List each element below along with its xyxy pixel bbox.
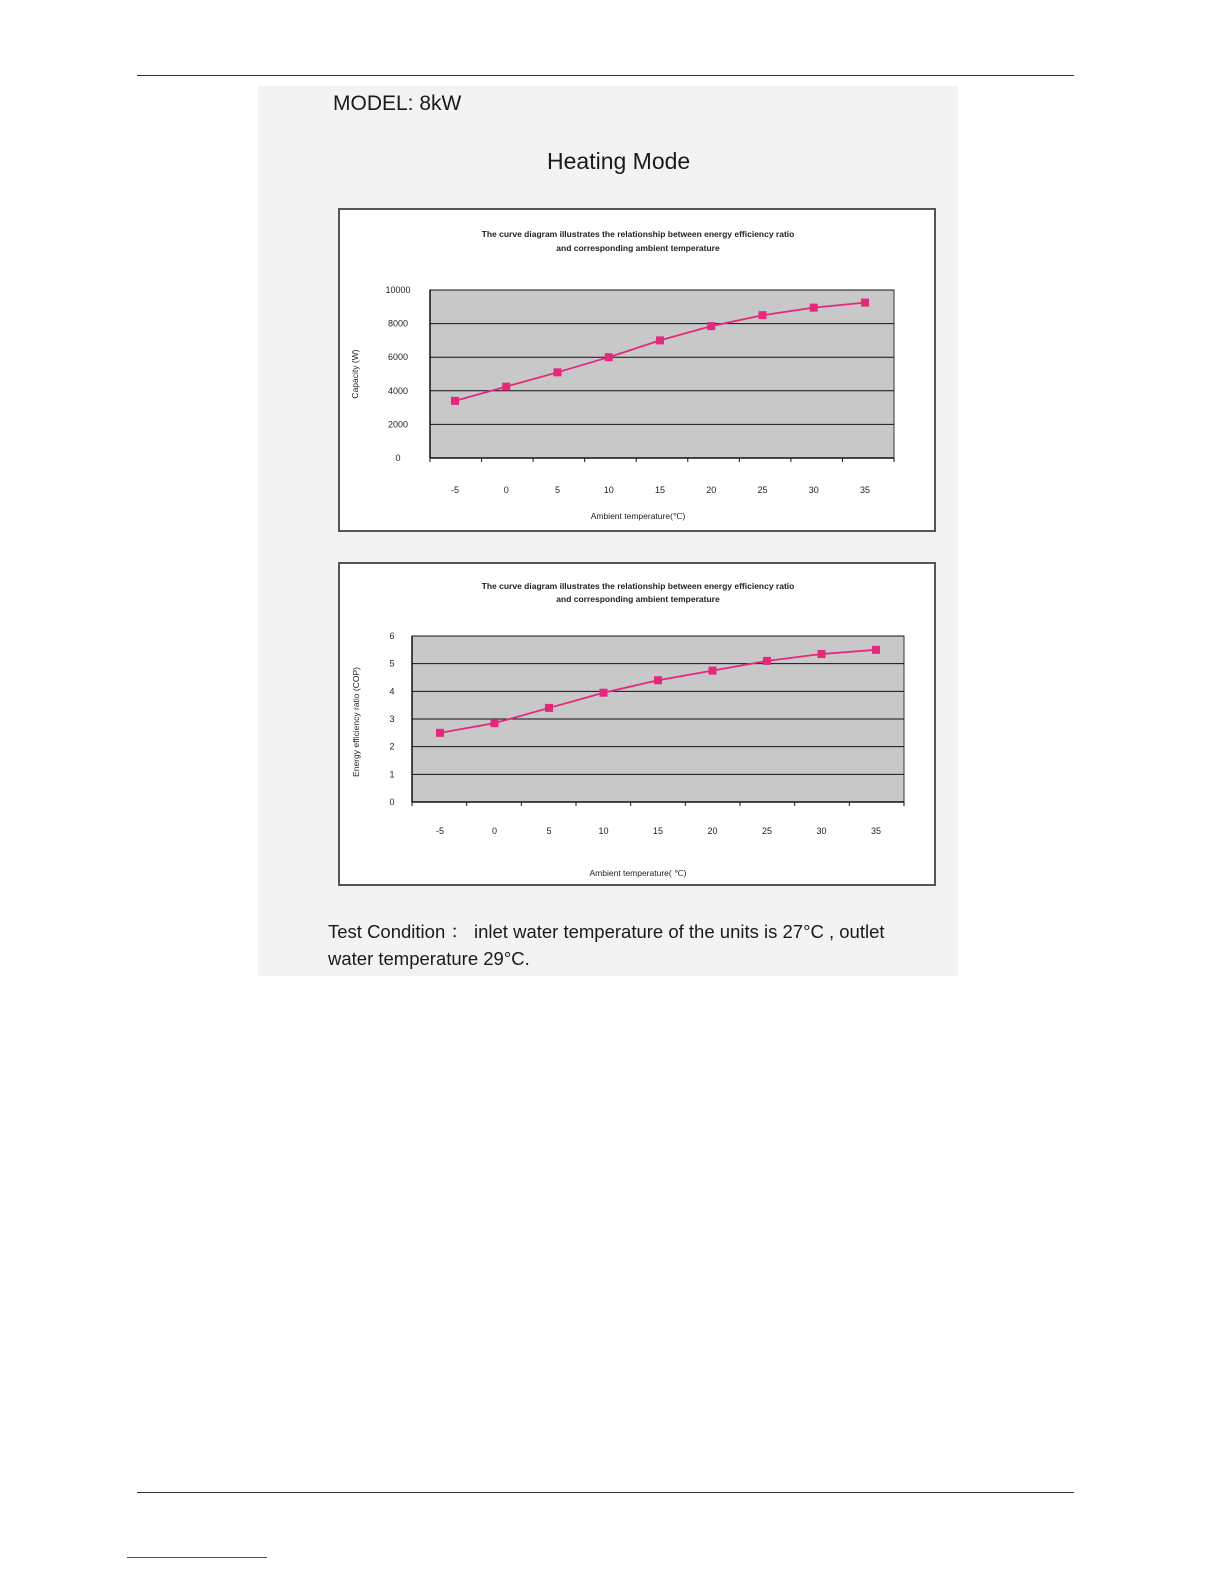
data-point	[656, 336, 664, 344]
x-tick-label: -5	[450, 485, 460, 495]
x-tick-label: 20	[706, 485, 717, 495]
x-tick-label: 15	[654, 485, 666, 495]
x-tick-label: 30	[808, 485, 819, 495]
x-tick-label: 0	[503, 485, 509, 495]
x-tick-label: 15	[652, 826, 664, 836]
y-tick-label: 4000	[387, 385, 409, 396]
x-tick-label: 25	[757, 485, 768, 495]
x-axis-label: Ambient temperature( ℃)	[589, 868, 687, 878]
chart-title-line-2: and corresponding ambient temperature	[556, 594, 720, 604]
data-point	[818, 650, 826, 658]
y-tick-label: 10000	[385, 285, 411, 295]
y-tick-label: 0	[395, 453, 401, 463]
data-point	[861, 299, 869, 307]
data-point	[759, 311, 767, 319]
x-tick-label: 5	[546, 826, 552, 836]
mode-title: Heating Mode	[547, 148, 691, 174]
model-label: MODEL: 8kW	[333, 92, 462, 115]
test-condition	[328, 918, 968, 972]
footer-rule	[137, 1492, 1074, 1493]
x-tick-label: -5	[435, 826, 445, 836]
x-tick-label: 20	[707, 826, 718, 836]
chart-title-line-1: The curve diagram illustrates the relationship between energy efficiency ratio	[481, 581, 795, 591]
cop-chart-svg	[340, 564, 938, 888]
data-point	[451, 397, 459, 405]
y-tick-label: 8000	[387, 318, 409, 329]
y-tick-label: 6	[389, 631, 395, 641]
y-tick-label: 4	[389, 686, 395, 697]
cop-chart	[338, 562, 936, 886]
data-point	[605, 353, 613, 361]
plot-area	[430, 290, 894, 458]
x-tick-label: 10	[603, 485, 614, 495]
data-point	[707, 322, 715, 330]
y-tick-label: 5	[389, 658, 395, 669]
chart-title-line-1: The curve diagram illustrates the relationship between energy efficiency ratio	[481, 229, 795, 239]
data-point	[709, 667, 717, 675]
data-point	[436, 729, 444, 737]
chart-title-line-2: and corresponding ambient temperature	[556, 243, 720, 253]
x-tick-label: 5	[554, 485, 561, 495]
data-point	[763, 657, 771, 665]
y-tick-label: 2	[389, 741, 395, 752]
x-tick-label: 35	[859, 485, 871, 495]
test-condition-line-2: water temperature 29°C.	[328, 948, 530, 969]
x-tick-label: 0	[491, 826, 498, 836]
data-point	[654, 676, 662, 684]
data-point	[872, 646, 880, 654]
x-tick-label: 25	[761, 826, 773, 836]
capacity-chart-svg	[340, 210, 938, 534]
x-tick-label: 10	[598, 826, 609, 836]
data-point	[502, 383, 510, 391]
test-condition-line-1: Test Condition ： inlet water temperature of the units is 27°C , outlet	[328, 921, 885, 942]
y-tick-label: 3	[389, 714, 395, 724]
y-axis-label: Capacity (W)	[350, 349, 360, 399]
y-tick-label: 6000	[387, 352, 409, 363]
y-tick-label: 0	[389, 797, 395, 807]
y-axis-label: Energy efficiency ratio (COP)	[351, 667, 361, 777]
data-point	[810, 304, 818, 312]
data-point	[554, 368, 562, 376]
x-axis-label: Ambient temperature(℃)	[590, 511, 686, 521]
x-tick-label: 30	[816, 826, 827, 836]
footer-link-underline	[127, 1557, 267, 1558]
y-tick-label: 1	[389, 769, 395, 780]
y-tick-label: 2000	[387, 419, 409, 430]
data-point	[600, 689, 608, 697]
x-tick-label: 35	[870, 826, 882, 836]
data-point	[491, 719, 499, 727]
header-rule	[137, 75, 1074, 76]
data-point	[545, 704, 553, 712]
capacity-chart	[338, 208, 936, 532]
